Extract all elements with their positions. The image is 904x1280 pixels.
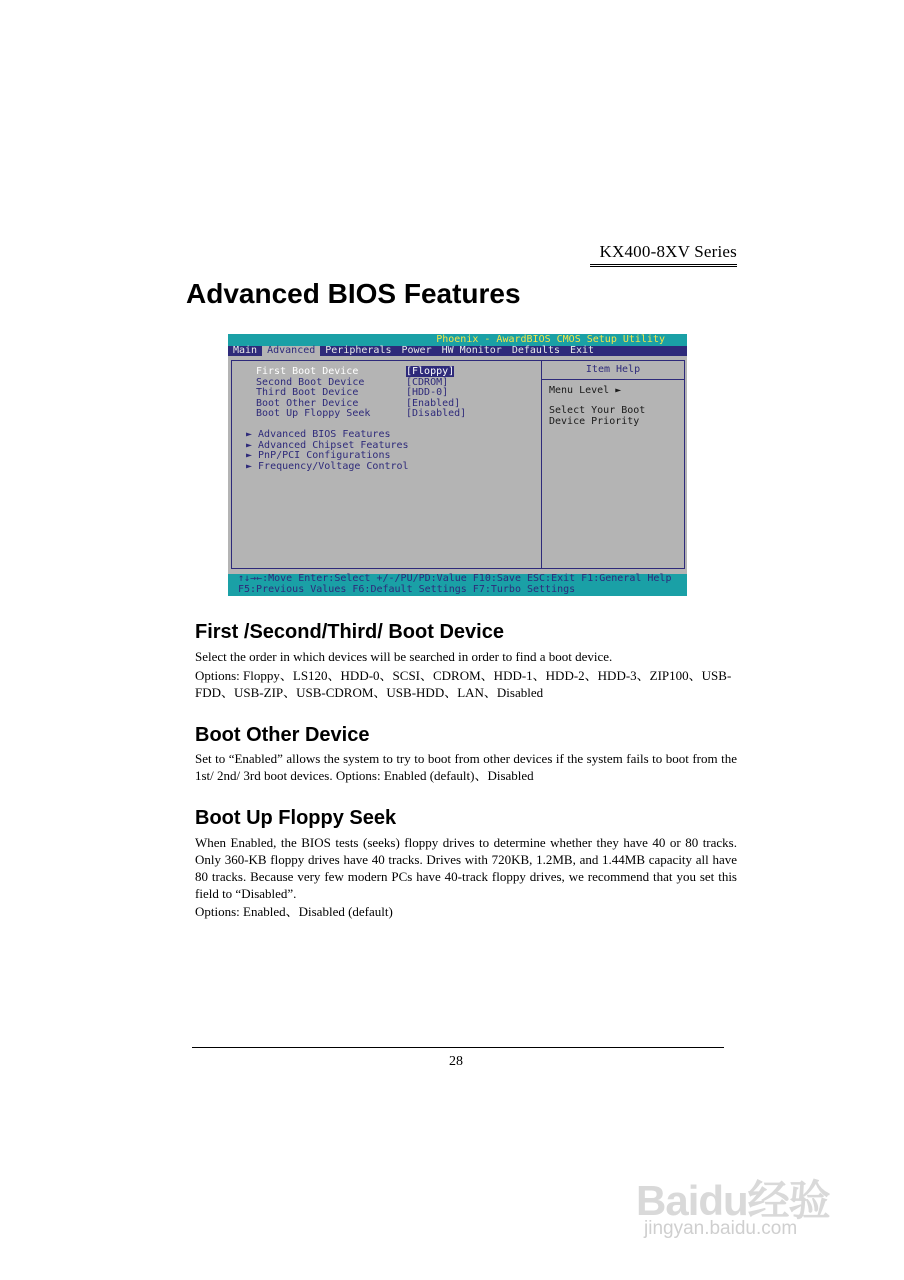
help-text-line: Device Priority [549, 415, 640, 427]
series-name: KX400-8XV Series [599, 242, 737, 261]
help-menu-level: Menu Level ► [549, 385, 622, 396]
section-heading: Boot Up Floppy Seek [195, 807, 397, 829]
bios-setting-value[interactable]: [CDROM] [406, 376, 449, 388]
bios-key-legend [228, 574, 687, 596]
bios-setting-value[interactable]: [HDD-0] [406, 387, 449, 398]
bios-setting-value[interactable]: [Enabled] [406, 397, 461, 409]
bios-setting-value[interactable]: [Floppy] [406, 366, 455, 377]
bios-setting-label: Second Boot Device [256, 376, 365, 388]
bios-menu-defaults[interactable]: Defaults [511, 345, 560, 356]
section-paragraph: Options: Enabled、Disabled (default) [195, 904, 393, 919]
bios-setting-label: Third Boot Device [256, 387, 359, 398]
bios-submenu-item[interactable]: ► Advanced BIOS Features [246, 429, 391, 440]
bios-submenu-item[interactable]: ► PnP/PCI Configurations [246, 450, 391, 461]
bios-setting-label: Boot Up Floppy Seek [256, 408, 371, 419]
help-text-line: Select Your Boot [549, 405, 646, 417]
help-title: Item Help [542, 361, 684, 380]
bios-menu-exit[interactable]: Exit [570, 345, 595, 356]
bios-title-bar: Phoenix - AwardBIOS CMOS Setup Utility [228, 334, 687, 346]
bios-submenu-item[interactable]: ► Frequency/Voltage Control [246, 460, 409, 472]
bios-menu-bar [228, 346, 687, 356]
section-paragraph: Select the order in which devices will be searched in order to find a boot device. [195, 649, 613, 664]
bios-menu-main[interactable]: Main [233, 345, 258, 356]
watermark-logo: Baidu经验 [636, 1177, 830, 1224]
bios-screenshot [228, 334, 687, 596]
section-paragraph: Set to “Enabled” allows the system to try to boot from other devices if the system fails to boot from the 1st/ 2nd/ 3rd boot devices. Options: Enabled (default)、Disabled [195, 751, 737, 783]
bios-settings-panel [231, 360, 542, 569]
bios-menu-advanced[interactable]: Advanced [262, 346, 320, 356]
bios-menu-hw-monitor[interactable]: HW Monitor [441, 345, 502, 356]
bios-submenu-item[interactable]: ► Advanced Chipset Features [246, 439, 409, 451]
watermark [636, 1140, 856, 1250]
page-title: Advanced BIOS Features [186, 278, 521, 309]
section-paragraph: Options: Floppy、LS120、HDD-0、SCSI、CDROM、HDD-1、HDD-2、HDD-3、ZIP100、USB-FDD、USB-ZIP、USB-CDROM、USB-HDD、LAN、Disabled [195, 668, 732, 700]
section-paragraph: When Enabled, the BIOS tests (seeks) floppy drives to determine whether they have 40 or 80 tracks. Only 360-KB floppy drives have 40 tracks. Drives with 720KB, 1.2MB, and 1.44MB capacity all have 80 tracks. Because very few modern PCs have 40-track floppy drives, we recommend that you set this field to “Disabled”. [195, 835, 737, 901]
bios-setting-value[interactable]: [Disabled] [406, 408, 467, 419]
help-body [542, 380, 684, 427]
bios-setting-label: Boot Other Device [256, 397, 359, 409]
page-number: 28 [449, 1054, 463, 1069]
bios-menu-power[interactable]: Power [401, 345, 432, 356]
bios-key-legend-line: ↑↓→←:Move Enter:Select +/-/PU/PD:Value F10:Save ESC:Exit F1:General Help [238, 573, 672, 584]
header-rule [590, 264, 737, 267]
bios-menu-peripherals[interactable]: Peripherals [325, 345, 392, 356]
section-heading: Boot Other Device [195, 724, 370, 746]
bios-help-panel [541, 360, 685, 569]
bios-key-legend-line: F5:Previous Values F6:Default Settings F7:Turbo Settings [238, 583, 576, 595]
footer-rule [192, 1047, 724, 1048]
section-heading: First /Second/Third/ Boot Device [195, 621, 504, 643]
bios-setting-label: First Boot Device [256, 366, 359, 377]
watermark-url: jingyan.baidu.com [644, 1218, 798, 1239]
bios-setting-row[interactable] [256, 409, 466, 419]
